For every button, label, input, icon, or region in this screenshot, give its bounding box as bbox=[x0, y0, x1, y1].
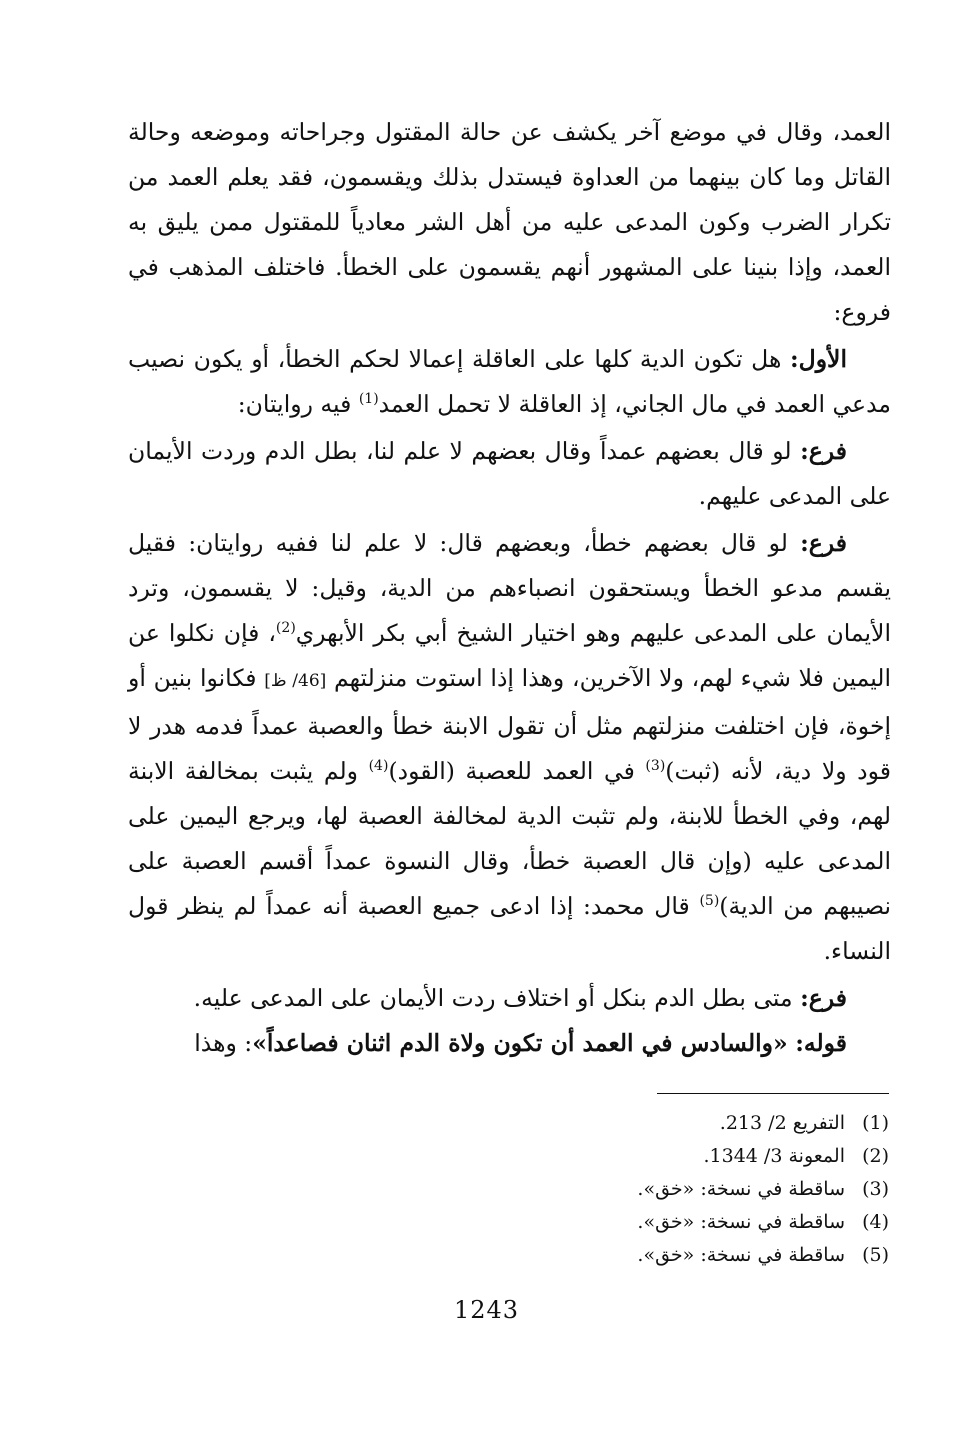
footnote-ref-3: (3) bbox=[645, 758, 666, 775]
footnote-number: (5) bbox=[862, 1244, 889, 1266]
branch-heading: فرع: bbox=[800, 437, 847, 465]
branch-text: لو قال بعضهم عمداً وقال بعضهم لا علم لنا، بطل الدم وردت الأيمان على المدعى عليهم. bbox=[128, 437, 891, 510]
branch-text-cont: ولم يثبت بمخالفة الابنة لهم، وفي الخطأ للابنة، ولم تثبت الدية لمخالفة العصبة لها، ويرجع اليمين على المدعى عليه (وإن قال العصبة خطأ، وقال النسوة عمداً أقسم العصبة على نصيبهم من الدية) bbox=[128, 757, 891, 920]
issue-text: هل تكون الدية كلها على العاقلة إعمالا لحكم الخطأ، أو يكون نصيب مدعي العمد في مال الجاني، إذ العاقلة لا تحمل العمد bbox=[128, 345, 891, 418]
branch-text-cont: في العمد للعصبة (القود) bbox=[388, 757, 635, 785]
main-text bbox=[128, 110, 891, 1066]
footnote-text: ساقطة في نسخة: «خق». bbox=[637, 1178, 845, 1200]
footnote-ref-2: (2) bbox=[275, 620, 296, 637]
footnote-text: ساقطة في نسخة: «خق». bbox=[637, 1244, 845, 1266]
paragraph-first-issue bbox=[128, 337, 891, 427]
paragraph-quote bbox=[128, 1021, 891, 1066]
branch-text-cont: ، فإن نكلوا عن اليمين فلا شيء لهم، ولا الآخرين، وهذا إذا استوت منزلتهم bbox=[128, 619, 891, 692]
paragraph-1-text: العمد، وقال في موضع آخر يكشف عن حالة المقتول وجراحاته وموضعه وحالة القاتل وما كان بينهما من العداوة فيستدل بذلك ويقسمون، فقد يعلم العمد من تكرار الضرب وكون المدعى عليه من أهل الشر معادياً للمقتول ممن يليق به العمد، وإذا بنينا على المشهور أنهم يقسمون على الخطأ. فاختلف المذهب في فروع: bbox=[128, 118, 891, 326]
page-number: 1243 bbox=[453, 1296, 520, 1324]
paragraph-branch-2 bbox=[128, 521, 891, 974]
quoted-matn: «والسادس في العمد أن تكون ولاة الدم اثنان فصاعداً» bbox=[252, 1029, 788, 1057]
footnote-text: المعونة 3/ 1344. bbox=[703, 1145, 845, 1167]
footnote-item bbox=[389, 1206, 889, 1239]
paragraph-branch-1 bbox=[128, 429, 891, 519]
footnote-item bbox=[389, 1107, 889, 1140]
footnote-number: (1) bbox=[862, 1112, 889, 1134]
footnote-separator bbox=[657, 1093, 889, 1094]
footnote-item bbox=[389, 1239, 889, 1272]
manuscript-folio-marker: [46/ ظ] bbox=[264, 671, 327, 691]
branch-text: لو قال بعضهم خطأ، وبعضهم قال: لا علم لنا ففيه روايتان: فقيل يقسم مدعو الخطأ ويستحقون انصباءهم من الدية، وقيل: لا يقسمون، وترد الأيمان على المدعى عليهم وهو اختيار الشيخ أبي بكر الأبهري bbox=[128, 529, 891, 647]
branch-text-cont: قال محمد: إذا ادعى جميع العصبة أنه عمداً لم ينظر قول النساء. bbox=[128, 892, 891, 965]
branch-text: متى بطل الدم بنكل أو اختلاف ردت الأيمان على المدعى عليه. bbox=[193, 984, 793, 1012]
quote-heading: قوله: bbox=[795, 1029, 847, 1057]
paragraph-1 bbox=[128, 110, 891, 335]
footnotes bbox=[389, 1107, 889, 1272]
footnote-number: (2) bbox=[862, 1145, 889, 1167]
branch-heading: فرع: bbox=[800, 984, 847, 1012]
quote-text: : وهذا bbox=[194, 1029, 253, 1057]
footnote-ref-1: (1) bbox=[358, 391, 379, 408]
paragraph-branch-3 bbox=[128, 976, 891, 1021]
footnote-ref-5: (5) bbox=[699, 893, 720, 910]
footnote-item bbox=[389, 1173, 889, 1206]
footnote-text: ساقطة في نسخة: «خق». bbox=[637, 1211, 845, 1233]
issue-heading: الأول: bbox=[789, 345, 847, 373]
branch-heading: فرع: bbox=[800, 529, 847, 557]
footnote-number: (4) bbox=[862, 1211, 889, 1233]
branch-text-cont: فكانوا بنين أو إخوة، فإن اختلفت منزلتهم مثل أن تقول الابنة خطأ والعصبة عمداً فدمه هدر لا قود ولا دية، لأنه (ثبت) bbox=[128, 664, 891, 785]
footnote-ref-4: (4) bbox=[368, 758, 389, 775]
issue-text-cont: فيه روايتان: bbox=[237, 390, 352, 418]
footnote-number: (3) bbox=[862, 1178, 889, 1200]
footnote-item bbox=[389, 1140, 889, 1173]
footnote-text: التفريع 2/ 213. bbox=[719, 1112, 845, 1134]
